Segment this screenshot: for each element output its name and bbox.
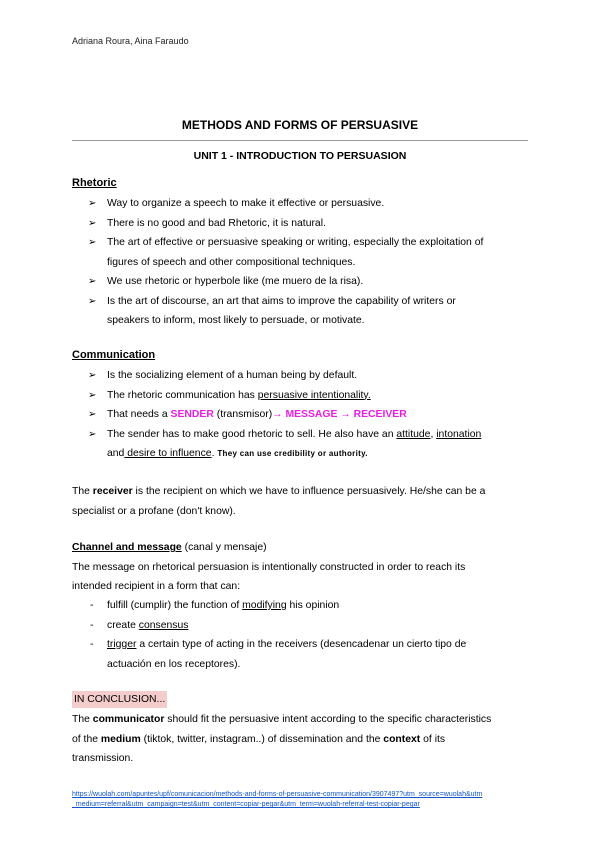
rhetoric-heading: Rhetoric: [72, 177, 117, 189]
arrow-bullet-icon: ➢: [88, 409, 97, 420]
arrow-bullet-icon: ➢: [88, 389, 97, 401]
document-title: METHODS AND FORMS OF PERSUASIVE: [181, 118, 419, 132]
arrow-bullet-icon: ➢: [88, 198, 97, 209]
arrow-bullet-icon: ➢: [88, 217, 97, 229]
channel-heading: Channel and message: [72, 542, 182, 553]
message-label: MESSAGE: [285, 409, 338, 420]
receiver-paragraph: The receiver is the recipient on which we have to influence persuasively. He/she can be a specialist or a profane (don't know).: [72, 486, 486, 517]
arrow-right-icon: →: [272, 409, 283, 420]
communication-heading: Communication: [72, 349, 156, 361]
list-item: - create consensus: [90, 619, 189, 631]
list-item: ➢ The art of effective or persuasive speaking or writing, especially the exploitation of figures of speech and other compositional techniques.: [88, 233, 528, 272]
channel-section: Channel and message (canal y mensaje) The message on rhetorical persuasion is intentionally constructed in order to reach its intended recipient in a form that can:: [72, 542, 466, 592]
list-item: - trigger a certain type of acting in the receivers (desencadenar un cierto tipo de actuación en los receptores).: [90, 639, 467, 670]
footer-source-link[interactable]: https://wuolah.com/apuntes/upf/comunicacion/methods-and-forms-of-persuasive-communication/3907497?utm_source=wuolah&utm _medium=referral&utm_campaign=test&utm_content=copiar-pegar&utm_term=wuolah-referral-test-copiar-pegar: [72, 791, 483, 808]
arrow-right-icon: →: [340, 409, 351, 420]
list-item: ➢ There is no good and bad Rhetoric, it is natural.: [88, 214, 528, 234]
arrow-bullet-icon: ➢: [88, 370, 97, 381]
sender-label: SENDER: [170, 409, 214, 420]
list-item: ➢ We use rhetoric or hyperbole like (me muero de la risa).: [88, 272, 528, 292]
conclusion-paragraph: The communicator should fit the persuasive intent according to the specific characteristics of the medium (tiktok, twitter, instagram..) of dissemination and the context of its transmission.: [72, 714, 492, 764]
list-item: - fulfill (cumplir) the function of modifying his opinion: [90, 600, 340, 611]
communication-list: [88, 366, 528, 464]
arrow-bullet-icon: ➢: [88, 276, 97, 287]
rhetoric-list: [88, 194, 528, 331]
list-item: ➢ Is the socializing element of a human being by default.: [88, 366, 528, 386]
channel-list: [90, 596, 530, 674]
arrow-bullet-icon: ➢: [88, 428, 97, 440]
unit-title: UNIT 1 - INTRODUCTION TO PERSUASION: [193, 150, 407, 162]
receiver-label: RECEIVER: [353, 409, 407, 420]
conclusion-label: IN CONCLUSION...: [72, 691, 167, 708]
arrow-bullet-icon: ➢: [88, 237, 97, 248]
list-item: ➢ Way to organize a speech to make it effective or persuasive.: [88, 194, 528, 214]
title-divider: [72, 140, 528, 141]
arrow-bullet-icon: ➢: [88, 295, 97, 307]
list-item: ➢ The sender has to make good rhetoric to sell. He also have an attitude, intonation and desire to influence. They can use credibility or authority.: [88, 425, 528, 464]
list-item: ➢ That needs a SENDER (transmisor)→ MESSAGE → RECEIVER: [88, 405, 528, 425]
list-item: ➢ Is the art of discourse, an art that aims to improve the capability of writers or speakers to inform, most likely to persuade, or motivate.: [88, 292, 528, 331]
header-authors: Adriana Roura, Aina Faraudo: [72, 36, 189, 46]
list-item: ➢ The rhetoric communication has persuasive intentionality.: [88, 386, 528, 406]
